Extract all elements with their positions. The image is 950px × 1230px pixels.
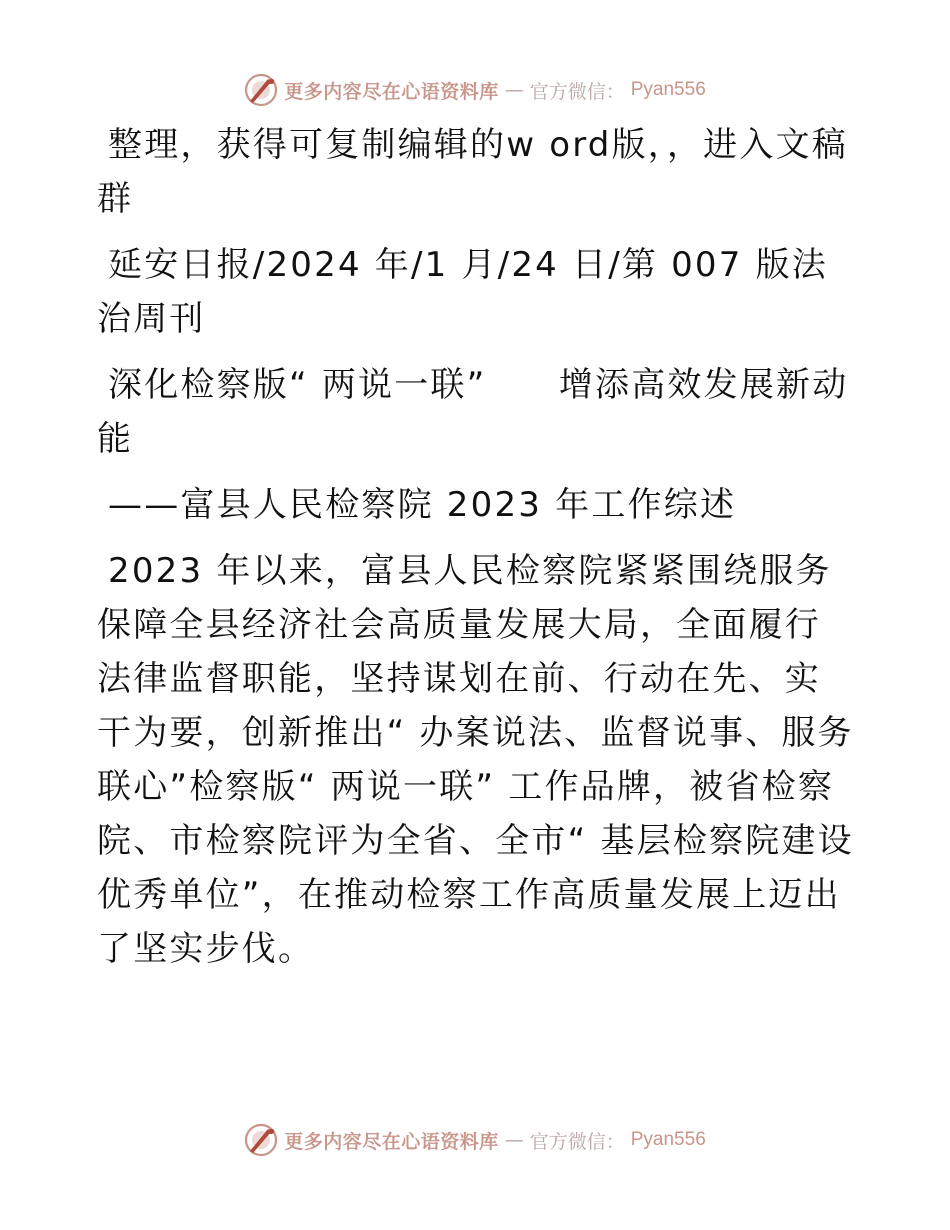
quill-logo-icon — [244, 1123, 278, 1157]
watermark-site-text: 更多内容尽在心语资料库 — [284, 1130, 499, 1153]
source-line: 延安日报/2024 年/1 月/24 日/第 007 版法治周刊 — [97, 245, 828, 339]
watermark-separator: — — [504, 79, 524, 101]
header-watermark — [0, 70, 950, 110]
footer-watermark — [0, 1120, 950, 1160]
watermark-official-label: 官方微信： — [529, 80, 625, 103]
article-title: 深化检察版“ 两说一联” 增添高效发展新动能 — [97, 365, 849, 459]
watermark-site-text: 更多内容尽在心语资料库 — [284, 80, 499, 103]
body-paragraph: 2023 年以来，富县人民检察院紧紧围绕服务保障全县经济社会高质量发展大局，全面履行法律监督职能，坚持谋划在前、行动在先、实干为要，创新推出“ 办案说法、监督说事、服务联心”检察版“ 两说一联” 工作品牌，被省检察院、市检察院评为全省、全市“ 基层检察院建设优秀单位”，在推动检察工作高质量发展上迈出了坚实步伐。 — [97, 551, 854, 969]
intro-note: 整理，获得可复制编辑的w ord版，，进入文稿群 — [97, 125, 848, 219]
quill-logo-icon — [244, 73, 278, 107]
article-subtitle: ——富县人民检察院 2023 年工作综述 — [108, 485, 737, 525]
watermark-wechat-id: Pyan556 — [630, 1129, 706, 1150]
watermark-wechat-id: Pyan556 — [630, 79, 706, 100]
watermark-official-label: 官方微信： — [529, 1130, 625, 1153]
document-body — [97, 118, 857, 988]
watermark-separator: — — [504, 1129, 524, 1151]
